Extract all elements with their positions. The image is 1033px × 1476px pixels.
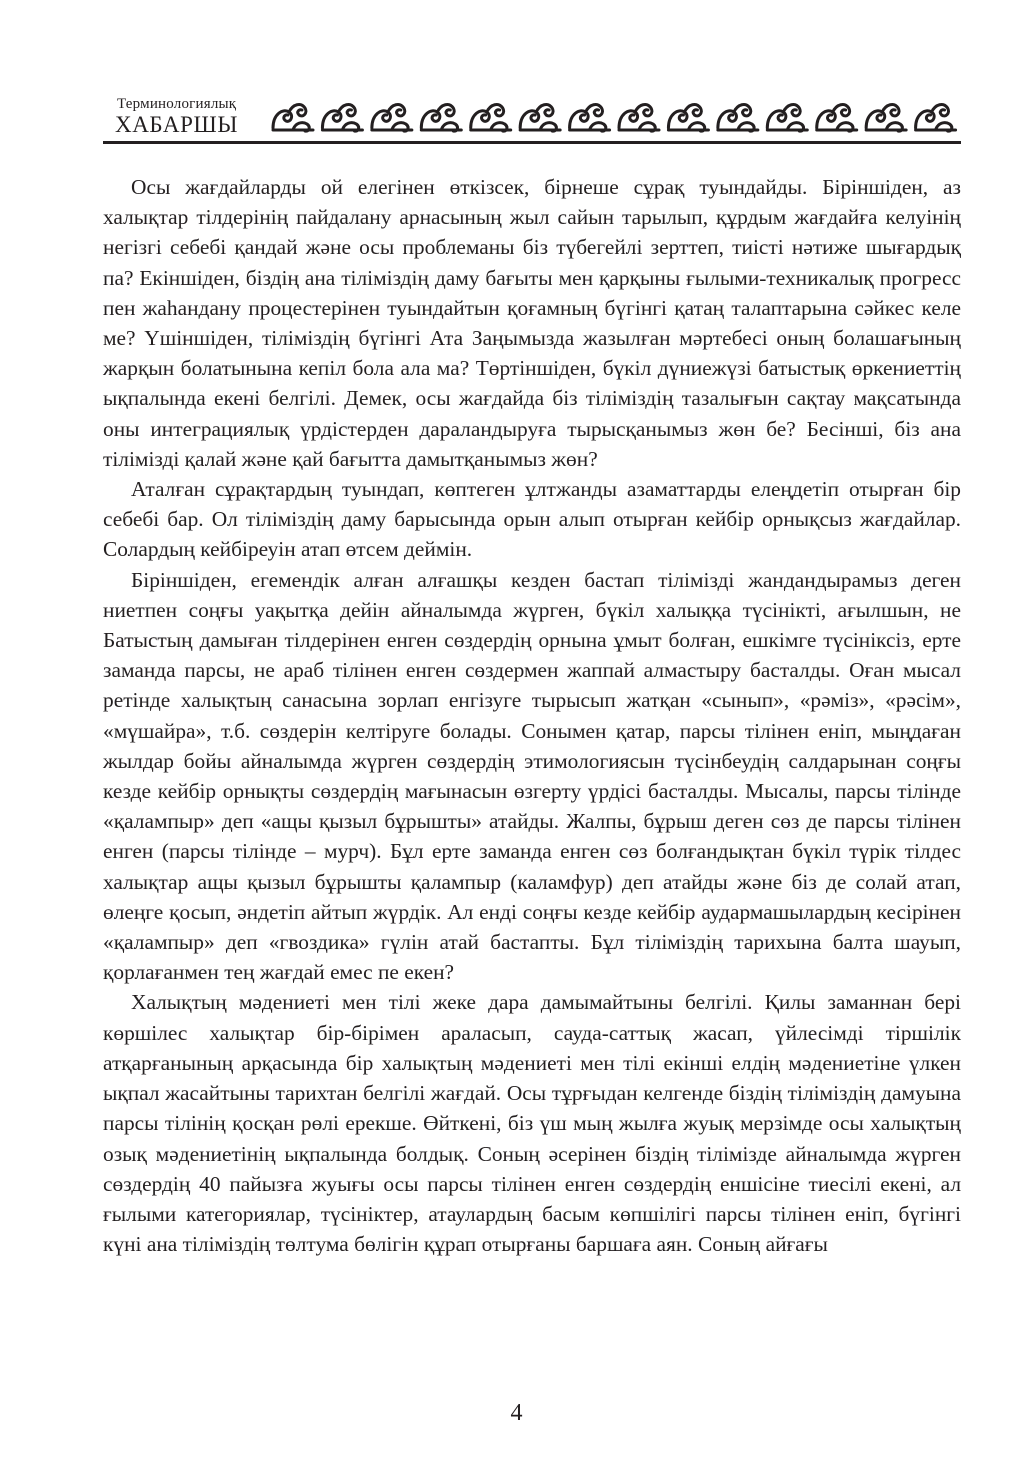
ornament-motif [718,105,758,132]
ornament-motif [471,105,511,132]
ornament-motif [570,105,610,132]
header-rule [103,141,961,144]
running-header [103,92,961,146]
ornament-motif [767,105,807,132]
journal-kicker: Терминологиялық [117,96,237,112]
paragraph: Осы жағдайларды ой елегінен өткізсек, бірнеше сұрақ туындайды. Біріншіден, аз халықтар тілдерінің пайдалану арнасының жыл сайын тарылып, құрдым жағдайға келуінің негізгі себебі қандай және осы проблеманы біз түбегейлі зерттеп, тиісті нәтиже шығардық па? Екіншіден, біздің ана тіліміздің даму бағыты мен қарқыны ғылыми-техникалық прогресс пен жаһандану процестерінен туындайтын қоғамның бүгінгі қатаң талаптарына сәйкес келе ме? Үшіншіден, тіліміздің бүгінгі Ата Заңымызда жазылған мәртебесі оның болашағының жарқын болатынына кепіл бола ала ма? Төртіншіден, бүкіл дүниежүзі батыстық өркениеттің ықпалында екені белгілі. Демек, осы жағдайда біз тіліміздің тазалығын сақтау мақсатында оны интеграциялық үрдістерден дараландыруға тырысқанымыз жөн бе? Бесінші, біз ана тілімізді қалай және қай бағытта дамытқанымыз жөн? [103,175,961,471]
ornament-motif [817,105,857,132]
ornament-motif [421,105,461,132]
ornament-motif [520,105,560,132]
ornament-motif [619,105,659,132]
ornament-motif [322,105,362,132]
journal-title: ХАБАРШЫ [115,112,238,137]
paragraph: Халықтың мәдениеті мен тілі жеке дара дамымайтыны белгілі. Қилы заманнан бері көршілес халықтар бір-бірімен араласып, сауда-саттық жасап, үйлесімді тіршілік атқарғанының арқасында бір халықтың мәдениеті мен тілі екінші елдің мәдениетіне үлкен ықпал жасайтыны тарихтан белгілі жағдай. Осы тұрғыдан келгенде біздің тіліміздің дамуына парсы тілінің қосқан рөлі ерекше. Өйткені, біз үш мың жылға жуық мерзімде осы халықтың озық мәдениетінің ықпалында болдық. Соның әсерінен біздің тілімізде айналымда жүрген сөздердің 40 пайызға жуығы осы парсы тілінен енген сөздердің еншісіне тиесілі екені, ал ғылыми категориялар, түсініктер, атаулардың басым көпшілігі парсы тілінен еніп, бүгінгі күні ана тіліміздің төлтума бөлігін құрап отырғаны баршаға аян. Соның айғағы [103,990,961,1257]
ornament-motif [372,105,412,132]
ornament-motif [916,105,956,132]
ornament-motif [273,105,313,132]
paragraph: Біріншіден, егемендік алған алғашқы кезден бастап тілімізді жандандырамыз деген ниетпен соңғы уақытқа дейін айналымда жүрген, бүкіл халыққа түсінікті, ағылшын, не Батыстың дамыған тілдерінен енген сөздердің орнына ұмыт болған, ешкімге түсініксіз, ерте заманда парсы, не араб тілінен енген сөздермен жаппай алмастыру басталды. Оған мысал ретінде халықтың санасына зорлап енгізуге тырысып жатқан «сынып», «рәміз», «рәсім», «мүшайра», т.б. сөздерін келтіруге болады. Сонымен қатар, парсы тілінен еніп, мыңдаған жылдар бойы айналымда жүрген сөздердің этимологиясын түсінбеудің салдарынан соңғы кезде кейбір орнықты сөздердің мағынасын өзгерту үрдісі басталды. Мысалы, парсы тілінде «қалампыр» деп «ащы қызыл бұрышты» атайды. Жалпы, бұрыш деген сөз де парсы тілінен енген (парсы тілінде – мурч). Бұл ерте заманда енген сөз болғандықтан бүкіл түрік тілдес халықтар ащы қызыл бұрышты қалампыр (каламфур) деп атайды және біз де солай атап, өлеңге қосып, әндетіп айтып жүрдік. Ал енді соңғы кезде кейбір аудармашылардың кесірінен «қалампыр» деп «гвоздика» гүлін атай бастапты. Бұл тіліміздің тарихына балта шауып, қорлағанмен тең жағдай емес пе екен? [103,567,961,985]
ornament-motif [866,105,906,132]
kazakh-ram-horn-ornament-icon [269,94,961,138]
article-body [103,172,961,1259]
paragraph: Аталған сұрақтардың туындап, көптеген ұлтжанды азаматтарды елеңдетіп отырған бір себебі бар. Ол тіліміздің даму барысында орын алып отырған кейбір орнықсыз жағдайлар. Солардың кейбіреуін атап өтсем деймін. [103,477,961,562]
page-number: 4 [510,1400,523,1426]
ornament-motif [668,105,708,132]
